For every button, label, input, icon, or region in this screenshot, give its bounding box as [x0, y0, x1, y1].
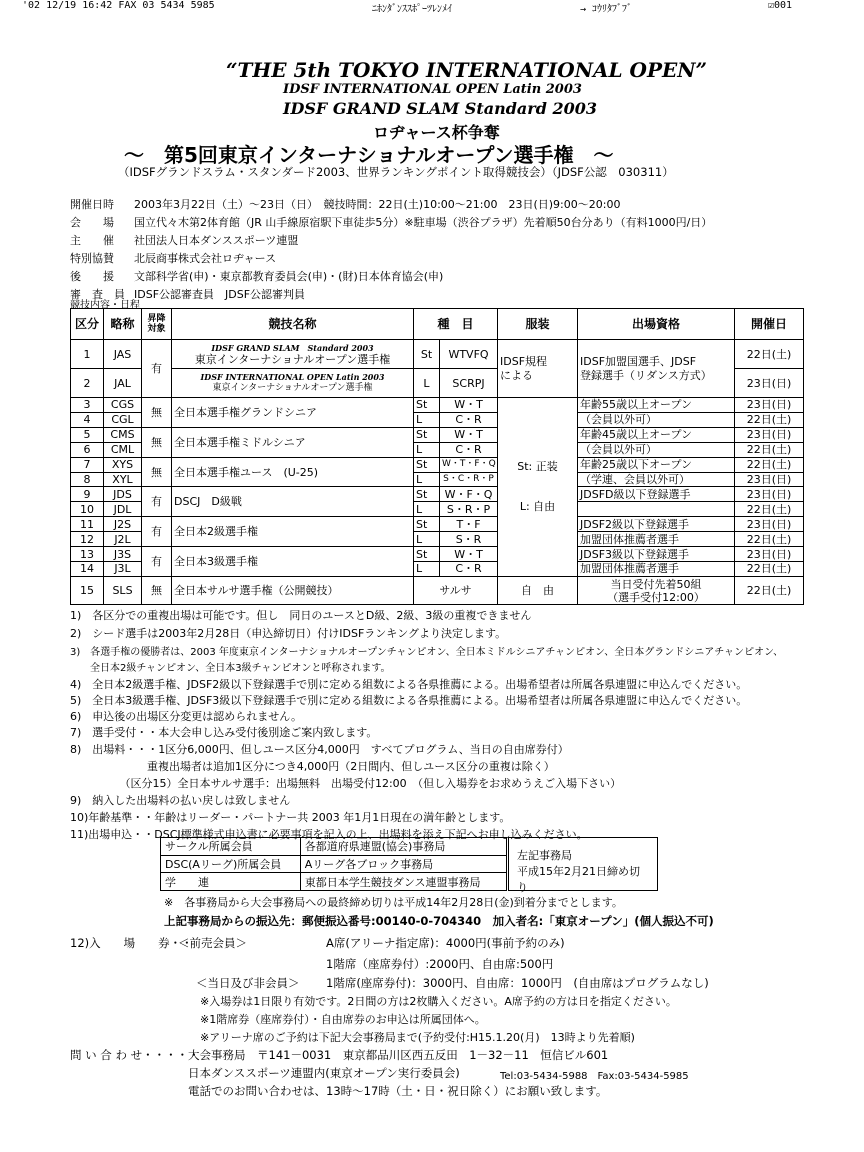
table-row: 14 J3L L C・R 加盟団体推薦者選手 22日(土) — [71, 561, 804, 576]
table-row: サークル所属会員 各都道府県連盟(協会)事務局 — [161, 838, 507, 856]
info-sponsor: 特別協賛 北辰商事株式会社ロヂャース — [70, 252, 277, 265]
info-judges: 審 査 員 IDSF公認審査員 JDSF公認審判員 — [70, 288, 306, 301]
table-row: 9 JDS 有 DSCJ D級戦 St W・F・Q JDSFD級以下登録選手 23日(日) — [71, 487, 804, 502]
fax-to: → ｺｳﾘﾀﾌﾞﾌﾞ — [580, 4, 633, 15]
note-8c: （区分15）全日本サルサ選手：出場無料 出場受付12:00 （但し入場券をお求めうえご入場下さい） — [70, 777, 622, 790]
tickets-arena: A席(アリーナ指定席)：4000円(事前予約のみ) — [326, 936, 565, 950]
table-row: 15 SLS 無 全日本サルサ選手権（公開競技） サルサ 自 由 当日受付先着50組 （選手受付12:00） 22日(土) — [71, 577, 804, 605]
tickets-label: 12)入 場 券・・ — [70, 936, 193, 950]
info-schedule-label: 競技内容・日程 — [70, 300, 140, 311]
tickets-note-3: ※アリーナ席のご予約は下記大会事務局まで(予約受付:H15.1.20(月) 13時より先着順) — [200, 1031, 635, 1044]
info-host: 主 催 社団法人日本ダンススポーツ連盟 — [70, 234, 299, 247]
table-row: 7 XYS 無 全日本選手権ユース (U-25) St W・T・F・Q 年齢25歳以下オープン 22日(土) — [71, 457, 804, 472]
table-row: 10 JDL L S・R・P 22日(土) — [71, 502, 804, 517]
cup-title: ロヂャース杯争奪 — [373, 123, 500, 142]
table-row: 2 JAL IDSF INTERNATIONAL OPEN Latin 2003 東京インターナショナルオープン選手権 L SCRPJ 23日(日) — [71, 369, 804, 398]
main-title: “THE 5th TOKYO INTERNATIONAL OPEN” — [226, 58, 708, 82]
subtitle: （IDSFグランドスラム・スタンダード2003、世界ランキングポイント取得競技会）（JDSF公認 030311） — [118, 165, 674, 179]
note-8: 8) 出場料・・・1区分6,000円、但しユース区分4,000円 すべてプログラム、当日の自由席券付） — [70, 743, 569, 756]
note-5: 5) 全日本3級選手権、JDSF3級以下登録選手で別に定める組数による各県推薦による。出場希望者は所属各県連盟に申込んでください。 — [70, 694, 748, 707]
entry-deadline: 左記事務局 平成15年2月21日締め切り — [508, 837, 658, 891]
contact-hours: 電話でのお問い合わせは、13時～17時（土・日・祝日除く）にお願い致します。 — [188, 1084, 608, 1098]
note-6: 6) 申込後の出場区分変更は認められません。 — [70, 710, 302, 723]
note-3: 3) 各選手権の優勝者は、2003 年度東京インターナショナルオープンチャンピオン、全日本ミドルシニアチャンピオン、全日本グランドシニアチャンピオン、 — [70, 647, 784, 658]
latin-title: IDSF INTERNATIONAL OPEN Latin 2003 — [283, 82, 582, 97]
info-date: 開催日時 2003年3月22日（土）～23日（日） 競技時間：22日(土)10:00～21:00 23日(日)9:00～20:00 — [70, 198, 621, 211]
note-8b: 重複出場者は追加1区分につき4,000円（2日間内、但しユース区分の重複は除く） — [70, 760, 555, 773]
note-11: 11)出場申込・・DSCJ標準様式申込書に必要事項を記入の上、出場料を添え下記へお申し込みください。 — [70, 828, 588, 841]
standard-title: IDSF GRAND SLAM Standard 2003 — [283, 99, 598, 118]
tickets-floor1: 1階席（座席券付）:2000円、自由席:500円 — [326, 957, 554, 971]
tickets-sameday-price: 1階席(座席券付)：3000円、自由席：1000円 (自由席はプログラムなし) — [326, 976, 709, 990]
table-row: 11 J2S 有 全日本2級選手権 St T・F JDSF2級以下登録選手 23日(日) — [71, 517, 804, 532]
tickets-note-1: ※入場券は1日限り有効です。2日間の方は2枚購入ください。A席予約の方は日を指定ください。 — [200, 995, 677, 1008]
note-4: 4) 全日本2級選手権、JDSF2級以下登録選手で別に定める組数による各県推薦による。出場希望者は所属各県連盟に申込んでください。 — [70, 678, 748, 691]
schedule-table — [70, 308, 803, 605]
note-7: 7) 選手受付・・本大会申し込み受付後別途ご案内致します。 — [70, 726, 378, 739]
table-row: 学 連 東都日本学生競技ダンス連盟事務局 — [161, 873, 507, 891]
table-header: 区分 略称 昇降対象 競技名称 種 目 服装 出場資格 開催日 — [71, 309, 804, 340]
table-row: 1 JAS 有 IDSF GRAND SLAM Standard 2003 東京インターナショナルオープン選手権 St WTVFQ IDSF規程 による IDSF加盟国選手、JDSF 登録選手（リダンス方式） 22日(土) — [71, 340, 804, 369]
bank-transfer-info: 上記事務局からの振込先：郵便振込番号:00140-0-704340 加入者名:「東京オープン」(個人振込不可) — [164, 914, 714, 928]
table-row: 13 J3S 有 全日本3級選手権 St W・T JDSF3級以下登録選手 23日(日) — [71, 547, 804, 562]
tickets-note-2: ※1階席券（座席券付）・自由席券のお申込は所属団体へ。 — [200, 1013, 486, 1026]
table-row: 12 J2L L S・R 加盟団体推薦者選手 22日(土) — [71, 532, 804, 547]
info-support: 後 援 文部科学省(申)・東京都教育委員会(申)・(財)日本体育協会(申) — [70, 270, 444, 283]
fax-from: ﾆﾎﾝﾀﾞﾝｽｽﾎﾟｰﾂﾚﾝﾒｲ — [372, 4, 452, 15]
info-venue: 会 場 国立代々木第2体育館（JR 山手線原宿駅下車徒歩5分）※駐車場（渋谷プラザ）先着順50台分あり（有料1000円/日） — [70, 216, 713, 229]
fax-date: '02 12/19 16:42 FAX 03 5434 5985 — [22, 0, 215, 11]
contact-address: 大会事務局 〒141－0031 東京都品川区西五反田 1－32－11 恒信ビル601 — [188, 1048, 609, 1062]
table-row: DSC(Aリーグ)所属会員 Aリーグ各ブロック事務局 — [161, 855, 507, 873]
table-row: 8 XYL L S・C・R・P （学連、会員以外可） 23日(日) — [71, 472, 804, 487]
note-1: 1) 各区分での重複出場は可能です。但し 同日のユースとD級、2級、3級の重複できません — [70, 609, 532, 622]
jp-title: ～ 第5回東京インターナショナルオープン選手権 ～ — [124, 143, 614, 167]
entry-table — [160, 837, 507, 891]
note-2: 2) シード選手は2003年2月28日（申込締切日）付けIDSFランキングより決定します。 — [70, 627, 507, 640]
tickets-presale: ＜前売会員＞ — [178, 936, 247, 950]
table-row: 6 CML L C・R （会員以外可） 22日(土) — [71, 442, 804, 457]
note-9: 9) 納入した出場料の払い戻しは致しません — [70, 794, 291, 807]
contact-label: 問 い 合 わ せ・・・・・ — [70, 1048, 200, 1062]
note-10: 10)年齢基準・・年齢はリーダー・パートナー共 2003 年1月1日現在の満年齢とします。 — [70, 811, 511, 824]
table-row: 4 CGL L C・R （会員以外可） 22日(土) — [71, 412, 804, 427]
table-row: 5 CMS 無 全日本選手権ミドルシニア St W・T 年齢45歳以上オープン 23日(日) — [71, 427, 804, 442]
contact-tel: Tel:03-5434-5988 Fax:03-5434-5985 — [500, 1071, 689, 1082]
fax-page: ☑001 — [768, 0, 793, 11]
final-deadline-note: ※ 各事務局から大会事務局への最終締め切りは平成14年2月28日(金)到着分までとします。 — [164, 896, 623, 909]
contact-org: 日本ダンススポーツ連盟内(東京オープン実行委員会) — [188, 1066, 460, 1080]
table-row: 3 CGS 無 全日本選手権グランドシニア St W・T St: 正装 L: 自由 年齢55歳以上オープン 23日(日) — [71, 398, 804, 413]
note-3b: 全日本2級チャンピオン、全日本3級チャンピオンと呼称されます。 — [70, 663, 391, 674]
tickets-sameday: ＜当日及び非会員＞ — [196, 976, 300, 990]
